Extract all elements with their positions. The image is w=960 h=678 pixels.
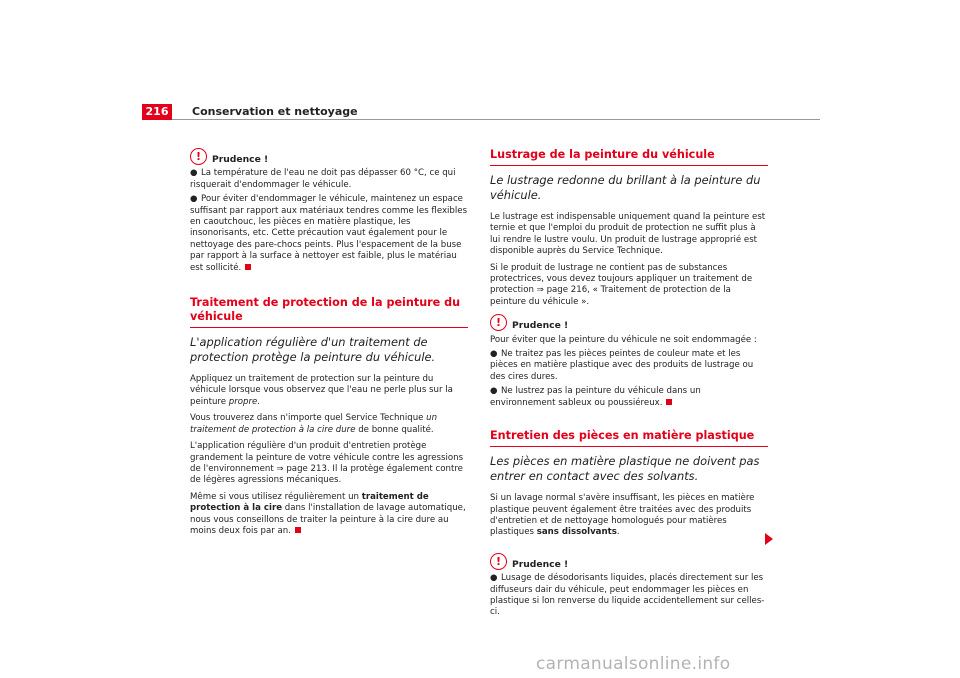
caution-label: Prudence ! bbox=[512, 320, 569, 332]
right-column bbox=[490, 148, 768, 622]
caution-bullet: ● Ne lustrez pas la peinture du véhicule dans un environnement sableux ou poussiéreux. bbox=[490, 386, 701, 408]
caution-label: Prudence ! bbox=[512, 558, 569, 570]
section-plastique bbox=[490, 429, 768, 539]
bullet-dot-icon: ● bbox=[190, 168, 198, 179]
end-square-icon bbox=[666, 399, 672, 405]
paragraph: Si un lavage normal s'avère insuffisant, les pièces en matière plastique peuvent également être traitées avec des produits d'entretien et de nettoyage homologués pour matières plastiques sans dissolvants. bbox=[490, 493, 755, 538]
end-square-icon bbox=[295, 527, 301, 533]
section-subtitle: Les pièces en matière plastique ne doivent pas entrer en contact avec des solvants. bbox=[490, 454, 760, 484]
caution-block bbox=[490, 314, 768, 409]
paragraph: Le lustrage est indispensable uniquement quand la peinture est ternie et que l'emploi du produit de protection ne suffit plus à lui rendre le lustre voulu. Un produit de lustrage approprié est disponible auprès du Service Technique. bbox=[490, 212, 766, 257]
paragraph: Vous trouverez dans n'importe quel Service Technique un traitement de protection à la cire dure de bonne qualité. bbox=[190, 413, 438, 435]
caution-label: Prudence ! bbox=[212, 154, 269, 165]
paragraph: Si le produit de lustrage ne contient pas de substances protectrices, vous devez toujours appliquer un traitement de protection ⇒ page 216, « Traitement de protection de la peinture du véhicule ». bbox=[490, 262, 753, 307]
caution-bullet: ● Pour éviter d'endommager le véhicule, maintenez un espace suffisant par rapport aux matériaux tendres comme les flexibles en caoutchouc, les pièces en matière plastique, les insonorisants, etc. Cette précaution vaut également pour le nettoyage des pare-chocs peints. Plus l'espacement de la buse par rapport à la surface à nettoyer est faible, plus le matériau est sollicité. bbox=[190, 194, 468, 273]
header-rule bbox=[172, 119, 820, 120]
bullet-dot-icon: ● bbox=[490, 386, 498, 397]
bullet-dot-icon: ● bbox=[190, 194, 198, 205]
warning-circle-icon: ! bbox=[490, 314, 507, 331]
end-square-icon bbox=[245, 264, 251, 270]
paragraph: L'application régulière d'un produit d'entretien protège grandement la peinture de votre véhicule contre les agressions de l'environnement ⇒ page 213. Il la protège également contre de légères agressions mécaniques. bbox=[190, 441, 464, 486]
left-column bbox=[190, 148, 468, 542]
section-subtitle: Le lustrage redonne du brillant à la peinture du véhicule. bbox=[490, 173, 761, 202]
caution-block bbox=[190, 148, 468, 274]
page-number: 216 bbox=[142, 104, 172, 120]
bullet-dot-icon: ● bbox=[490, 349, 498, 360]
page-header bbox=[142, 104, 820, 120]
warning-circle-icon: ! bbox=[190, 148, 207, 165]
caution-bullet: ● La température de l'eau ne doit pas dépasser 60 °C, ce qui risquerait d'endommager le véhicule. bbox=[190, 168, 456, 190]
section-title: Lustrage de la peinture du véhicule bbox=[490, 148, 768, 166]
section-title: Traitement de protection de la peinture du véhicule bbox=[190, 296, 468, 328]
paragraph: Même si vous utilisez régulièrement un traitement de protection à la cire dans l'installation de lavage automatique, nous vous conseillons de traiter la peinture à la cire dure au moins deux fois par an. bbox=[190, 491, 466, 536]
section-lustrage bbox=[490, 148, 768, 308]
section-protection bbox=[190, 296, 468, 537]
section-subtitle: L'application régulière d'un traitement de protection protège la peinture du véhicule. bbox=[190, 335, 436, 365]
continue-arrow-icon bbox=[765, 533, 773, 545]
bullet-dot-icon: ● bbox=[490, 573, 498, 584]
warning-circle-icon: ! bbox=[490, 553, 507, 570]
caution-bullet: ● Ne traitez pas les pièces peintes de couleur mate et les pièces en matière plastique avec des produits de lustrage ou des cires dures. bbox=[490, 349, 754, 382]
section-title: Entretien des pièces en matière plastique bbox=[490, 429, 768, 447]
watermark: carmanualsonline.info bbox=[536, 654, 731, 674]
paragraph: Appliquez un traitement de protection sur la peinture du véhicule lorsque vous observez que l'eau ne perle plus sur la peinture propre. bbox=[190, 374, 453, 407]
caution-intro: Pour éviter que la peinture du véhicule ne soit endommagée : bbox=[490, 334, 757, 345]
caution-bullet: ● Lusage de désodorisants liquides, placés directement sur les diffuseurs dair du véhicule, peut endommager les pièces en plastique si lon renverse du liquide accidentellement sur celles-ci. bbox=[490, 573, 765, 618]
caution-block bbox=[490, 553, 768, 619]
running-title: Conservation et nettoyage bbox=[192, 105, 358, 118]
